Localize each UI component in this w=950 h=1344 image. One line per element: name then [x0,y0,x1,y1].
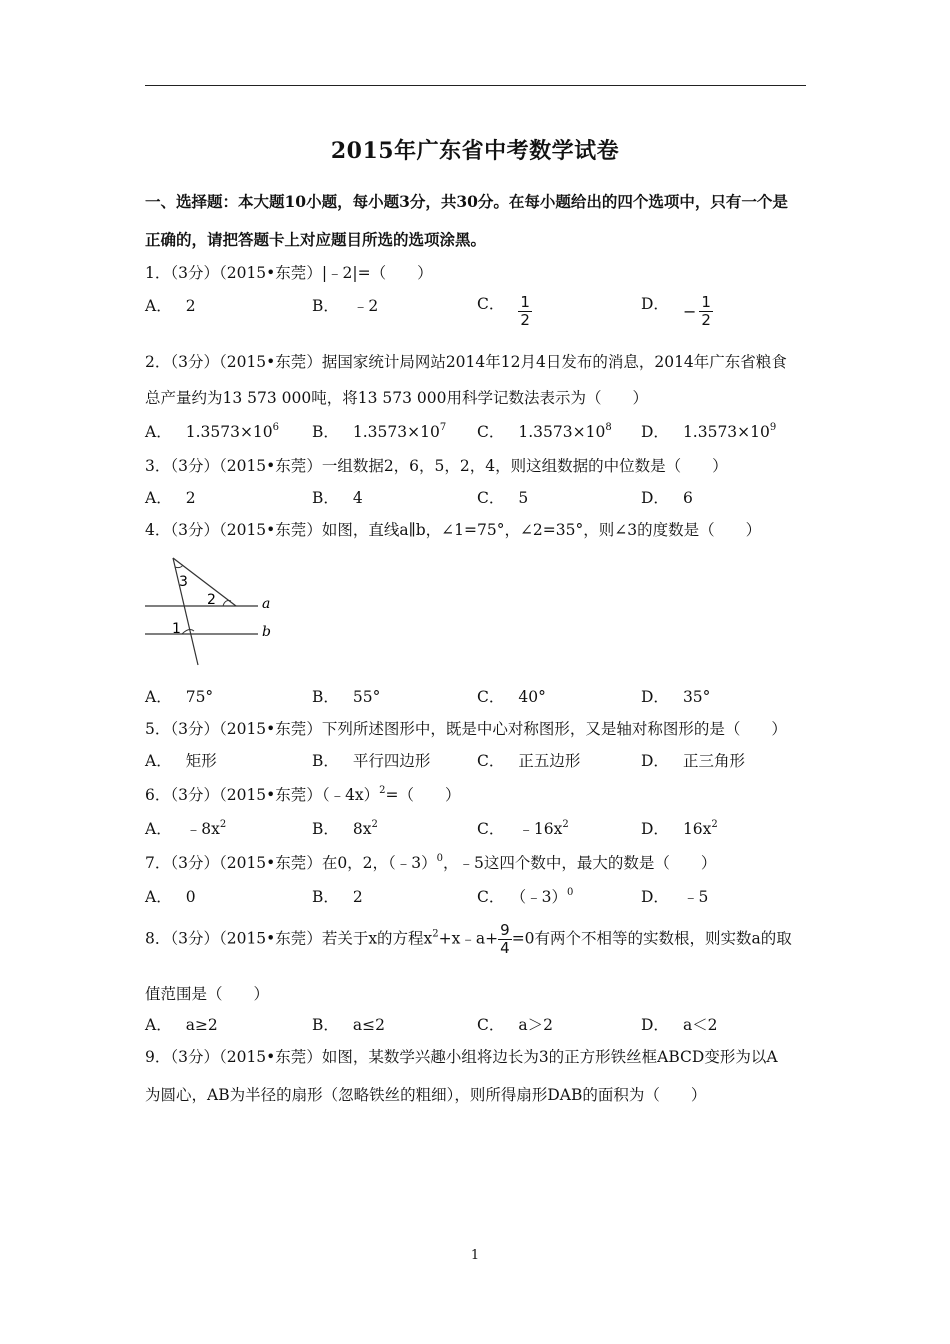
q4-option-c: C． 40° [477,688,546,706]
q7-option-c: C． （﹣3）$^0$ [477,887,574,906]
q5-option-d: D． 正三角形 [641,752,745,770]
section-instruction-line1: 一、选择题：本大题10小题，每小题3分，共30分。在每小题给出的四个选项中，只有一个是 [145,192,788,211]
q6-option-c: C． $﹣16x^2$ [477,819,569,838]
question-8-line1: 8．（3分）（2015•东莞）若关于x的方程$x^2+x﹣a+$ $\frac{9}{4}$ =0有两个不相等的实数根，则实数a的取 [145,921,792,957]
q4-option-b: B． 55° [312,688,381,706]
question-2-line1: 2．（3分）（2015•东莞）据国家统计局网站2014年12月4日发布的消息，2014年广东省粮食 [145,353,787,371]
q2-option-a: A． $1.3573\times 10^6$ [145,422,280,441]
q7-option-d: D． ﹣5 [641,888,709,906]
q1-option-d: D． − $\frac{1}{2}$ [641,292,711,329]
fraction-nine-quarters: $\frac{9}{4}$ [500,921,510,957]
q4-option-d: D． 35° [641,688,711,706]
q3-option-b: B． 4 [312,489,363,507]
q1-option-c: C． $\frac{1}{2}$ [477,292,530,329]
q3-option-c: C． 5 [477,489,529,507]
question-9-line1: 9．（3分）（2015•东莞）如图，某数学兴趣小组将边长为3的正方形铁丝框ABCD变形为以A [145,1048,778,1066]
q4-option-a: A． 75° [145,688,214,706]
q2-option-d: D． $1.3573\times 10^9$ [641,422,777,441]
q5-option-a: A． 矩形 [145,752,217,770]
question-2-line2: 总产量约为13 573 000吨，将13 573 000用科学记数法表示为（ ） [145,389,648,407]
q7-option-a: A． 0 [145,888,196,906]
section-instruction-line2: 正确的，请把答题卡上对应题目所选的选项涂黑。 [145,230,487,249]
q1-option-b: B． ﹣2 [312,297,379,315]
q1-option-a: A． 2 [145,297,196,315]
question-8-line2: 值范围是（ ） [145,985,270,1003]
parallel-lines-figure [145,553,285,672]
angle-3-label: 3 [179,574,188,590]
q6-option-b: B． $8x^2$ [312,819,378,838]
q5-option-b: B． 平行四边形 [312,752,431,770]
page-number: 1 [470,1248,480,1263]
angle-1-label: 1 [172,621,181,637]
q6-option-a: A． $﹣8x^2$ [145,819,227,838]
q8-option-c: C． a＞2 [477,1016,553,1034]
question-7-stem: 7．（3分）（2015•东莞）在0，2，（﹣3）$^0$，﹣5这四个数中，最大的数是（ ） [145,853,717,872]
line-a-label: a [262,596,271,612]
q8-option-b: B． a≤2 [312,1016,385,1034]
question-6-stem: 6．（3分）（2015•东莞）（﹣4x）$^2$=（ ） [145,785,461,804]
q2-option-b: B． $1.3573\times 10^7$ [312,422,447,441]
q5-option-c: C． 正五边形 [477,752,581,770]
angle-2-label: 2 [207,592,216,608]
question-5-stem: 5．（3分）（2015•东莞）下列所述图形中，既是中心对称图形，又是轴对称图形的是（ ） [145,720,787,738]
question-1-stem: 1．（3分）（2015•东莞）|﹣2|=（ ） [145,264,433,282]
q3-option-d: D． 6 [641,489,693,507]
q6-option-d: D． $16x^2$ [641,819,718,838]
fraction-one-half: $\frac{1}{2}$ [520,292,530,329]
q8-option-d: D． a＜2 [641,1016,718,1034]
header-rule [145,85,806,86]
angle-1-arc [182,630,194,634]
question-9-line2: 为圆心，AB为半径的扇形（忽略铁丝的粗细），则所得扇形DAB的面积为（ ） [145,1086,707,1104]
q7-option-b: B． 2 [312,888,363,906]
fraction-one-half: $\frac{1}{2}$ [701,292,711,329]
q3-option-a: A． 2 [145,489,196,507]
line-b-label: b [262,624,271,640]
q8-option-a: A． a≥2 [145,1016,218,1034]
q2-option-c: C． $1.3573\times 10^8$ [477,422,612,441]
question-3-stem: 3．（3分）（2015•东莞）一组数据2，6，5，2，4，则这组数据的中位数是（ ） [145,457,728,475]
question-4-stem: 4．（3分）（2015•东莞）如图，直线a∥b，∠1=75°，∠2=35°，则∠3的度数是（ ） [145,521,762,539]
page-title: 2015年广东省中考数学试卷 [330,138,620,164]
